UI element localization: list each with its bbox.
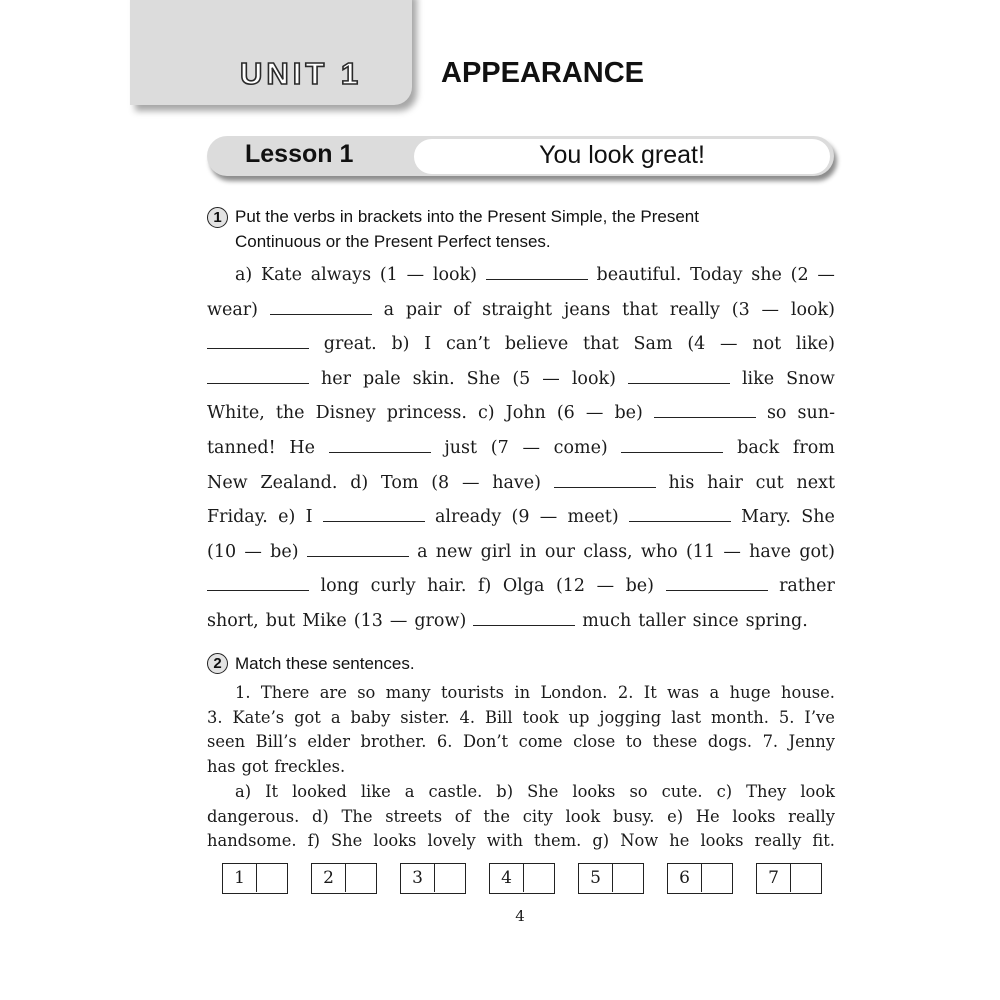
lesson-title: You look great! [539, 141, 705, 169]
word: Snow [786, 368, 835, 389]
word: 2. [617, 683, 634, 702]
match-line [207, 729, 835, 754]
word: 6. [436, 732, 453, 751]
answer-box-number: 3 [401, 864, 435, 892]
word: since [692, 611, 739, 631]
answer-box[interactable] [756, 863, 822, 894]
word: c) [716, 782, 733, 801]
word: (8 [431, 472, 450, 493]
word: in [519, 541, 537, 562]
answer-blank[interactable] [307, 555, 409, 557]
task-2-instruction: Match these sentences. [235, 654, 415, 673]
word: of [453, 299, 471, 320]
word: pair [405, 299, 442, 320]
word: Tom [381, 472, 419, 493]
word: (2 [790, 265, 809, 285]
word: look) [432, 265, 477, 285]
word: f) [307, 831, 320, 850]
word: She [466, 368, 501, 389]
word: busy. [612, 807, 655, 826]
word: sun- [797, 403, 835, 424]
word: short, [207, 611, 259, 631]
word: Mary. [741, 507, 791, 528]
word: princess. [386, 403, 467, 424]
word: — [244, 541, 262, 562]
word: baby [350, 708, 391, 727]
word: cute. [661, 782, 703, 801]
answer-box[interactable] [489, 863, 555, 894]
word: spring. [745, 611, 808, 631]
match-line [207, 828, 835, 853]
word: (5 [512, 368, 531, 389]
exercise-line [207, 569, 835, 603]
word: class, [583, 541, 633, 562]
word: with [486, 831, 523, 850]
word: — [817, 265, 835, 285]
exercise-line [207, 327, 835, 361]
word: month. [710, 708, 769, 727]
word: has [207, 757, 236, 776]
word: f) [477, 576, 492, 597]
word: a) [235, 265, 253, 285]
answer-box-number: 7 [757, 864, 791, 892]
word: freckles. [274, 757, 346, 776]
word: was [667, 683, 700, 702]
word: meet) [567, 507, 619, 528]
word: look [800, 782, 835, 801]
exercise-line [207, 362, 835, 396]
word: Kate’s [232, 708, 285, 727]
word: already [434, 507, 502, 528]
word: (13 [353, 611, 383, 631]
word: b) [391, 334, 410, 355]
answer-box[interactable] [400, 863, 466, 894]
word: Disney [315, 403, 376, 424]
word: like [741, 368, 775, 389]
exercise-line [207, 604, 835, 638]
word: the [483, 807, 510, 826]
word: who [640, 541, 678, 562]
word: a [330, 708, 341, 727]
word: c) [477, 403, 495, 424]
match-line [207, 705, 835, 730]
word: be) [614, 403, 643, 424]
answer-box[interactable] [578, 863, 644, 894]
word: back [737, 438, 780, 458]
word: a [404, 782, 415, 801]
word: — [596, 576, 615, 597]
word: come) [553, 438, 608, 458]
exercise-line [207, 293, 835, 327]
exercise-line [207, 535, 835, 569]
word: have [749, 541, 792, 562]
answer-blank[interactable] [270, 313, 372, 315]
word: are [319, 683, 347, 702]
answer-blank[interactable] [486, 278, 588, 280]
word: just [444, 438, 478, 458]
word: There [260, 683, 310, 702]
unit-title: APPEARANCE [441, 57, 645, 89]
match-line [235, 779, 835, 804]
word: (7 [490, 438, 509, 458]
task-2-number: 2 [207, 653, 228, 674]
word: 5. [778, 708, 795, 727]
word: great. [323, 334, 377, 355]
word: London. [540, 683, 608, 702]
word: rather [779, 576, 835, 597]
answer-blank[interactable] [621, 451, 723, 453]
word: — [723, 541, 741, 562]
word: so [629, 782, 648, 801]
word: He [289, 438, 315, 458]
word: John [505, 403, 546, 424]
answer-box-number: 4 [490, 864, 524, 892]
word: — [720, 334, 738, 355]
word: from [792, 438, 835, 458]
answer-box-number: 2 [312, 864, 346, 892]
word: skin. [412, 368, 455, 389]
word: castle. [428, 782, 483, 801]
word: sister. [400, 708, 450, 727]
word: d) [312, 807, 329, 826]
word: New [207, 472, 248, 493]
word: tanned! [207, 438, 276, 458]
word: them. [534, 831, 582, 850]
word: looks [373, 831, 417, 850]
word: e) [278, 507, 296, 528]
answer-box[interactable] [667, 863, 733, 894]
word: Today [690, 265, 743, 285]
word: tourists [440, 683, 505, 702]
word: The [341, 807, 373, 826]
word: hair [707, 472, 743, 493]
word: 1. [235, 683, 251, 702]
word: that [582, 334, 619, 355]
word: huge [729, 683, 771, 702]
exercise-line [207, 431, 835, 465]
word: I’ve [804, 708, 835, 727]
word: hair. [427, 576, 467, 597]
word: — [461, 472, 480, 493]
word: not [752, 334, 782, 355]
answer-blank[interactable] [207, 589, 309, 591]
word: Now [620, 831, 659, 850]
word: in [514, 683, 531, 702]
word: fit. [812, 831, 835, 850]
word: have) [492, 472, 541, 493]
word: pale [363, 368, 401, 389]
word: really [669, 299, 720, 320]
word: she [751, 265, 782, 285]
word: (12 [555, 576, 586, 597]
word: (11 [685, 541, 716, 562]
word: many [385, 683, 431, 702]
word: cut [755, 472, 784, 493]
word: lovely [427, 831, 476, 850]
word: dangerous. [207, 807, 300, 826]
word: beautiful. [596, 265, 682, 285]
answer-blank[interactable] [323, 520, 425, 522]
word: a [417, 541, 428, 562]
word: She [331, 831, 363, 850]
word: these [652, 732, 698, 751]
word: He [695, 807, 720, 826]
word: so [766, 403, 787, 424]
answer-blank[interactable] [628, 382, 730, 384]
word: her [321, 368, 352, 389]
word: taller [638, 611, 686, 631]
answer-box[interactable] [311, 863, 377, 894]
word: Mike [302, 611, 347, 631]
word: brother. [360, 732, 427, 751]
word: Zealand. [260, 472, 338, 493]
word: to [625, 732, 643, 751]
word: — [389, 611, 408, 631]
word: Bill [484, 708, 513, 727]
answer-blank[interactable] [473, 624, 575, 626]
word: be) [625, 576, 654, 597]
word: looks [732, 807, 776, 826]
answer-blank[interactable] [329, 451, 431, 453]
word: 3. [207, 708, 223, 727]
task-1-number: 1 [207, 207, 228, 228]
match-line [235, 680, 835, 705]
word: She [527, 782, 559, 801]
word: She [801, 507, 835, 528]
task-1-instruction-line-1: Put the verbs in brackets into the Present Simple, the Present [235, 207, 699, 226]
word: like) [795, 334, 835, 355]
word: g) [592, 831, 610, 850]
word: (9 [511, 507, 530, 528]
word: — [542, 368, 560, 389]
word: look) [571, 368, 616, 389]
word: Olga [502, 576, 545, 597]
word: White, [207, 403, 265, 424]
word: 7. [762, 732, 779, 751]
word: handsome. [207, 831, 297, 850]
word: new [435, 541, 473, 562]
exercise-line [207, 396, 835, 430]
answer-box-number: 1 [223, 864, 257, 892]
word: seen [207, 732, 246, 751]
word: — [522, 438, 540, 458]
word: a [709, 683, 720, 702]
word: jeans [563, 299, 611, 320]
word: wear) [207, 299, 258, 320]
word: looks [700, 831, 744, 850]
word: come [518, 732, 563, 751]
word: girl [480, 541, 512, 562]
word: curly [370, 576, 416, 597]
word: our [544, 541, 575, 562]
word: b) [496, 782, 514, 801]
word: a) [235, 782, 252, 801]
word: be) [270, 541, 299, 562]
word: I [424, 334, 432, 355]
word: so [357, 683, 376, 702]
word: long [320, 576, 360, 597]
answer-blank[interactable] [654, 416, 756, 418]
lesson-number: Lesson 1 [245, 140, 354, 168]
word: got [294, 708, 321, 727]
word: can’t [445, 334, 491, 355]
word: really [754, 831, 802, 850]
word: streets [385, 807, 443, 826]
word: elder [307, 732, 350, 751]
match-line [207, 804, 835, 829]
word: jogging [599, 708, 662, 727]
exercise-line [235, 258, 835, 292]
word: (10 [207, 541, 237, 562]
exercise-line [207, 466, 835, 500]
word: — [406, 265, 425, 285]
word: the [275, 403, 305, 424]
word: grow) [414, 611, 467, 631]
word: straight [482, 299, 553, 320]
word: 4. [459, 708, 476, 727]
answer-blank[interactable] [666, 589, 768, 591]
word: Sam [633, 334, 673, 355]
word: he [669, 831, 690, 850]
word: city [522, 807, 553, 826]
word: Jenny [788, 732, 835, 751]
answer-boxes [222, 863, 822, 895]
word: — [585, 403, 604, 424]
word: his [668, 472, 695, 493]
word: much [582, 611, 632, 631]
answer-box-number: 5 [579, 864, 613, 892]
word: They [746, 782, 787, 801]
word: of [454, 807, 471, 826]
word: but [265, 611, 296, 631]
word: took [522, 708, 559, 727]
word: (6 [556, 403, 575, 424]
task-1-instruction-line-2: Continuous or the Present Perfect tenses. [235, 232, 551, 251]
unit-label: UNIT 1 [240, 56, 363, 91]
word: Bill’s [255, 732, 297, 751]
word: Friday. [207, 507, 268, 528]
word: close [573, 732, 616, 751]
word: a [383, 299, 395, 320]
word: Kate [261, 265, 302, 285]
word: really [788, 807, 835, 826]
answer-blank[interactable] [207, 382, 309, 384]
word: house. [781, 683, 835, 702]
word: got) [799, 541, 835, 562]
answer-blank[interactable] [629, 520, 731, 522]
answer-box-number: 6 [668, 864, 702, 892]
word: dogs. [707, 732, 753, 751]
word: next [796, 472, 835, 493]
word: It [643, 683, 657, 702]
word: d) [350, 472, 369, 493]
word: (3 [731, 299, 750, 320]
exercise-line [207, 500, 835, 534]
match-line [207, 754, 835, 779]
word: last [671, 708, 702, 727]
word: always [310, 265, 372, 285]
word: It [265, 782, 279, 801]
word: (1 [379, 265, 398, 285]
answer-blank[interactable] [554, 486, 656, 488]
word: e) [667, 807, 684, 826]
word: looked [292, 782, 347, 801]
word: I [305, 507, 313, 528]
page-number: 4 [515, 907, 525, 925]
word: Don’t [462, 732, 509, 751]
word: look [565, 807, 601, 826]
word: believe [504, 334, 569, 355]
word: like [360, 782, 391, 801]
word: (4 [687, 334, 706, 355]
word: looks [572, 782, 616, 801]
word: got [241, 757, 269, 776]
word: that [622, 299, 658, 320]
word: up [568, 708, 590, 727]
answer-blank[interactable] [207, 347, 309, 349]
word: — [761, 299, 780, 320]
answer-box[interactable] [222, 863, 288, 894]
word: look) [790, 299, 835, 320]
word: — [539, 507, 558, 528]
